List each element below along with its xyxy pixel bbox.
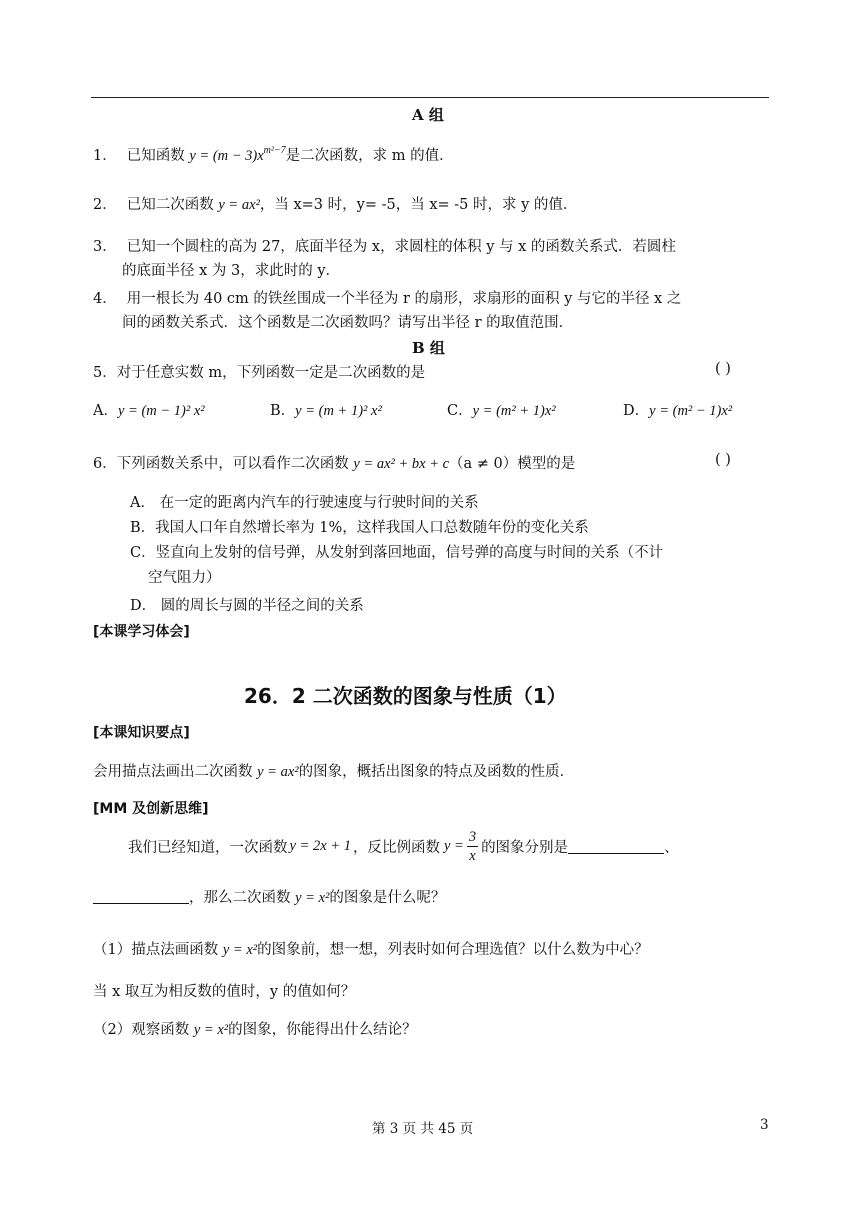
question-5-option-b xyxy=(270,399,382,420)
question-4-text-1: 用一根长为 40 cm 的铁丝围成一个半径为 r 的扇形，求扇形的面积 y 与它的半径 x 之 xyxy=(126,291,682,307)
question-1-pre: 已知函数 xyxy=(126,148,185,164)
question-6-option-d: D． 圆的周长与圆的半径之间的关系 xyxy=(130,598,364,614)
mm-p2-end: 的图象是什么呢？ xyxy=(329,890,446,906)
question-2-formula: y = ax² xyxy=(218,197,260,213)
option-c-formula: y = (m² + 1)x² xyxy=(472,403,556,419)
page-footer: 第 3 页 共 45 页 xyxy=(372,1121,474,1137)
question-3-text-1: 已知一个圆柱的高为 27，底面半径为 x，求圆柱的体积 y 与 x 的函数关系式．若圆柱 xyxy=(126,239,676,255)
mm-s1-pre: （1）描点法画函数 xyxy=(93,942,219,958)
option-d-label: D． xyxy=(623,403,650,419)
option-c-label: C． xyxy=(447,403,473,419)
mm-heading: [MM 及创新思维] xyxy=(93,801,209,817)
question-6-answer-paren: ( ) xyxy=(715,452,731,468)
option-d-formula: y = (m² − 1)x² xyxy=(649,403,733,419)
question-4-number: 4． xyxy=(93,291,117,307)
question-5-stem: 5．对于任意实数 m，下列函数一定是二次函数的是 xyxy=(93,365,426,381)
question-2 xyxy=(93,193,577,214)
keypoints-formula: y = ax² xyxy=(257,764,299,780)
mm-s1-post: 的图象前，想一想，列表时如何合理选值？以什么数为中心？ xyxy=(257,942,649,958)
question-1-formula: y = (m − 3)x xyxy=(189,148,264,164)
question-6-option-c-cont: 空气阻力） xyxy=(148,570,221,586)
question-3-number: 3． xyxy=(93,239,117,255)
mm-step-1-line2: 当 x 取互为相反数的值时，y 的值如何？ xyxy=(93,984,356,1000)
question-2-number: 2． xyxy=(93,197,117,213)
question-1-number: 1． xyxy=(93,148,117,164)
header-rule xyxy=(91,97,769,98)
mm-p1-mid: ，反比例函数 xyxy=(352,839,440,856)
group-a-heading: A 组 xyxy=(412,106,444,124)
mm-paragraph-2 xyxy=(93,886,445,907)
question-4-line2: 间的函数关系式．这个函数是二次函数吗？请写出半径 r 的取值范围． xyxy=(122,315,574,331)
fraction-denominator: x xyxy=(469,847,476,864)
mm-step-2 xyxy=(93,1018,417,1039)
section-title: 26．2 二次函数的图象与性质（1） xyxy=(244,684,567,708)
question-4-line1 xyxy=(93,287,681,308)
question-6-option-b: B．我国人口年自然增长率为 1%，这样我国人口总数随年份的变化关系 xyxy=(130,520,589,536)
keypoints-text xyxy=(93,760,574,781)
mm-reciprocal-fraction xyxy=(467,828,478,865)
mm-p1-sep: 、 xyxy=(664,839,679,856)
mm-linear-formula: y = 2x + 1 xyxy=(289,837,351,854)
mm-reciprocal-lhs: y = xyxy=(443,837,464,854)
answer-blank-1[interactable] xyxy=(568,839,664,854)
question-5-option-d xyxy=(623,399,732,420)
mm-s2-post: 的图象，你能得出什么结论？ xyxy=(228,1022,417,1038)
mm-s1-formula: y = x² xyxy=(222,942,258,958)
question-6-pre: 6．下列函数关系中，可以看作二次函数 xyxy=(93,456,349,472)
mm-step-1 xyxy=(93,938,649,959)
answer-blank-2[interactable] xyxy=(93,889,189,904)
mm-paragraph-1 xyxy=(128,822,679,870)
question-2-post: ，当 x=3 时，y= -5，当 x= -5 时，求 y 的值． xyxy=(259,197,578,213)
question-6-formula: y = ax² + bx + c xyxy=(353,456,450,472)
option-a-formula: y = (m − 1)² x² xyxy=(117,403,205,419)
keypoints-pre: 会用描点法画出二次函数 xyxy=(93,764,253,780)
keypoints-post: 的图象，概括出图象的特点及函数的性质． xyxy=(298,764,575,780)
question-6-option-a: A． 在一定的距离内汽车的行驶速度与行驶时间的关系 xyxy=(130,495,479,511)
question-6-condition: （a ≠ 0） xyxy=(449,456,518,472)
mm-p2-post: ，那么二次函数 xyxy=(189,890,291,906)
question-3-line1 xyxy=(93,235,676,256)
mm-p1-pre: 我们已经知道，一次函数 xyxy=(128,839,288,856)
question-3-line2: 的底面半径 x 为 3，求此时的 y． xyxy=(122,263,341,279)
question-5-answer-paren: ( ) xyxy=(715,361,731,377)
reflection-heading: [本课学习体会] xyxy=(93,624,190,640)
question-6-stem xyxy=(93,452,575,473)
mm-s2-formula: y = x² xyxy=(193,1022,229,1038)
option-a-label: A． xyxy=(93,403,118,419)
question-5-option-c xyxy=(447,399,556,420)
question-6-post: 模型的是 xyxy=(517,456,576,472)
mm-quadratic-formula: y = x² xyxy=(295,890,330,906)
question-6-option-c: C．竖直向上发射的信号弹，从发射到落回地面，信号弹的高度与时间的关系（不计 xyxy=(130,545,664,561)
group-b-heading: B 组 xyxy=(412,339,445,357)
question-1-exponent: m²−7 xyxy=(263,145,286,156)
fraction-numerator: 3 xyxy=(468,828,477,845)
mm-s2-pre: （2）观察函数 xyxy=(93,1022,190,1038)
option-b-formula: y = (m + 1)² x² xyxy=(295,403,382,419)
question-5-option-a xyxy=(93,399,205,420)
keypoints-heading: [本课知识要点] xyxy=(93,725,190,741)
question-1 xyxy=(93,144,454,165)
mm-p1-post: 的图象分别是 xyxy=(481,839,569,856)
question-1-post: 是二次函数，求 m 的值． xyxy=(285,148,454,164)
question-2-pre: 已知二次函数 xyxy=(126,197,214,213)
option-b-label: B． xyxy=(270,403,296,419)
page-number: 3 xyxy=(760,1117,769,1133)
